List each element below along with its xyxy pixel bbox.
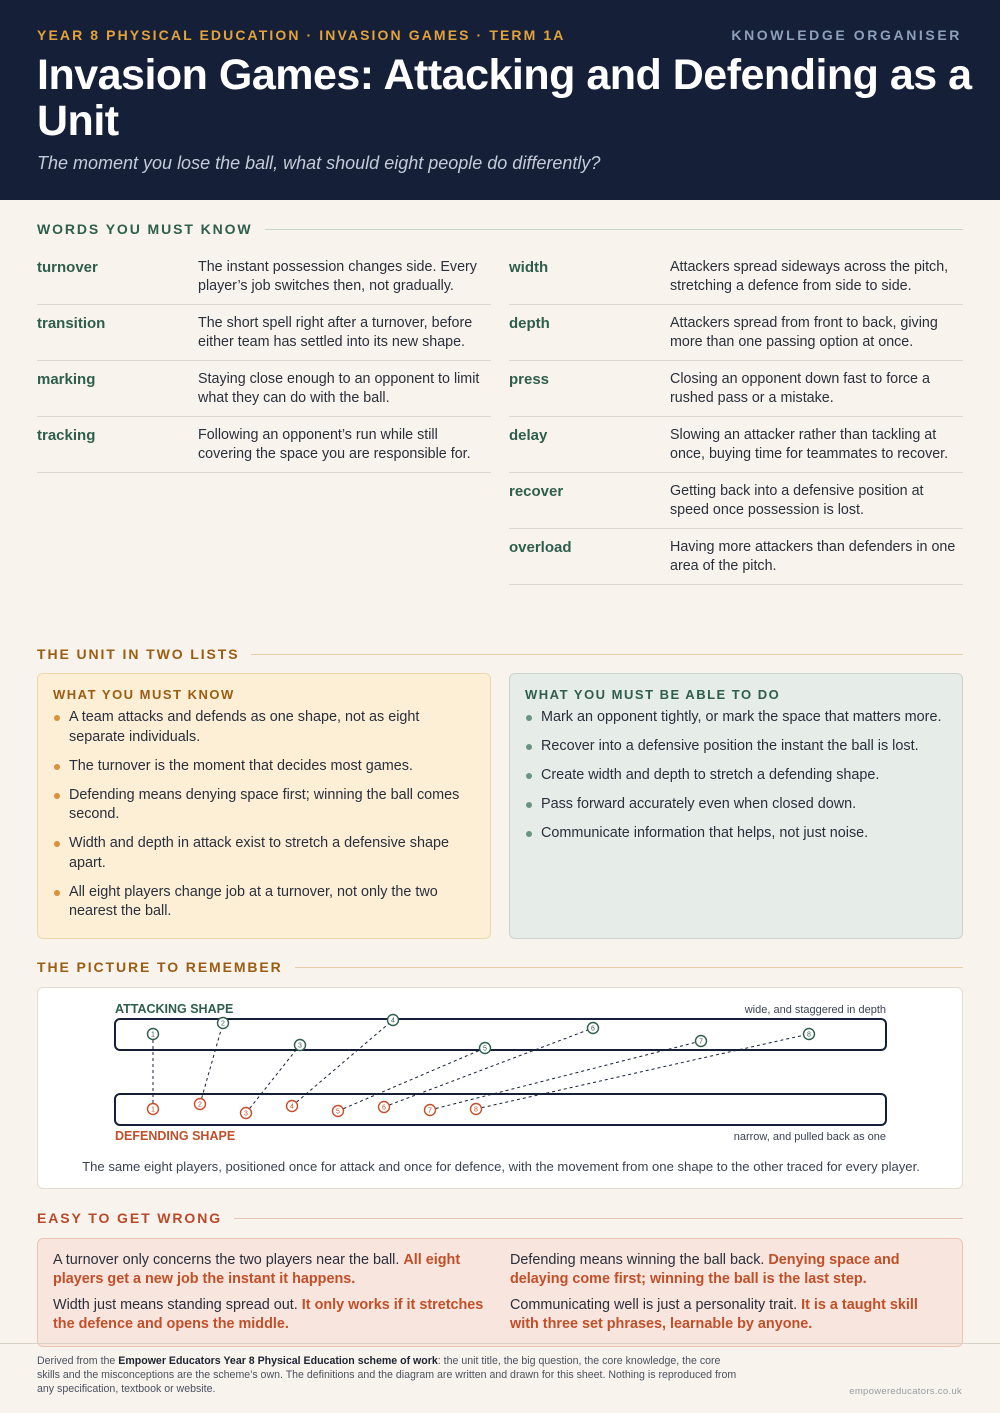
do-box-title: WHAT YOU MUST BE ABLE TO DO	[525, 687, 781, 702]
attacker-marker	[696, 1036, 707, 1047]
picture-heading-text: THE PICTURE TO REMEMBER	[37, 959, 283, 975]
diagram-caption: The same eight players, positioned once for attack and once for defence, with the movement from one shape to the other traced for every player.	[82, 1159, 920, 1174]
player-number: 5	[336, 1108, 340, 1116]
attacker-marker	[295, 1040, 306, 1051]
glossary-row	[37, 361, 491, 417]
glossary-definition: The short spell right after a turnover, before either team has settled into its new shape.	[198, 315, 473, 350]
attack-shape-label: ATTACKING SHAPE	[115, 1002, 234, 1016]
document-type: KNOWLEDGE ORGANISER	[731, 27, 962, 43]
attacker-marker	[148, 1029, 159, 1040]
misconception-claim: Defending means winning the ball back.	[510, 1252, 765, 1268]
defend-shape-label: DEFENDING SHAPE	[115, 1129, 236, 1143]
know-list	[53, 708, 475, 922]
list-item: A team attacks and defends as one shape, not as eight separate individuals.	[53, 708, 475, 747]
defend-band	[115, 1094, 886, 1125]
glossary-term: depth	[509, 315, 550, 332]
glossary-definition: The instant possession changes side. Every player’s job switches then, not gradually.	[198, 259, 477, 294]
glossary-row	[509, 417, 963, 473]
shape-diagram-card	[37, 987, 963, 1189]
glossary-definition: Staying close enough to an opponent to limit what they can do with the ball.	[198, 371, 480, 406]
list-item: Defending means denying space first; winning the ball comes second.	[53, 786, 475, 825]
glossary-definition: Slowing an attacker rather than tackling at once, buying time for teammates to recover.	[670, 427, 949, 462]
misconception-item	[53, 1296, 493, 1334]
player-number: 6	[382, 1104, 386, 1112]
source-prefix: Derived from the	[37, 1355, 116, 1367]
glossary-definition: Attackers spread from front to back, giving more than one passing option at once.	[670, 315, 938, 350]
section-rule	[295, 967, 963, 968]
footer-divider	[0, 1343, 1000, 1344]
attacker-marker	[480, 1043, 491, 1054]
player-number: 6	[591, 1025, 595, 1033]
player-number: 8	[474, 1106, 478, 1114]
list-item: Communicate information that helps, not just noise.	[525, 824, 947, 844]
defender-marker	[148, 1104, 159, 1115]
defender-marker	[287, 1101, 298, 1112]
list-item: Width and depth in attack exist to stretch a defensive shape apart.	[53, 834, 475, 873]
glossary-term: transition	[37, 315, 106, 332]
section-rule	[234, 1218, 963, 1219]
glossary-row	[509, 249, 963, 305]
attack-band	[115, 1019, 886, 1050]
glossary-row	[509, 361, 963, 417]
source-detail: : the unit title, the big question, the core knowledge, the core skills and the misconceptions are the scheme’s own. The definitions and the diagram are written and drawn for this sheet. Nothing is reproduced from any specification, textbook or website.	[37, 1355, 737, 1395]
glossary-right-column	[509, 249, 963, 585]
wrong-section-heading	[37, 1208, 963, 1228]
glossary-term: turnover	[37, 259, 98, 276]
source-note	[37, 1354, 737, 1396]
course-kicker: YEAR 8 PHYSICAL EDUCATION · INVASION GAMES · TERM 1A	[37, 27, 566, 43]
defend-shape-note: narrow, and pulled back as one	[733, 1131, 886, 1143]
know-box	[37, 673, 491, 939]
defender-marker	[241, 1108, 252, 1119]
list-item: Pass forward accurately even when closed down.	[525, 795, 947, 815]
player-number: 7	[699, 1038, 703, 1046]
list-item: The turnover is the moment that decides most games.	[53, 757, 475, 777]
glossary-row	[509, 473, 963, 529]
misconceptions-card	[37, 1238, 963, 1347]
attacker-marker	[388, 1015, 399, 1026]
misconception-fix: All eight players get a new job the instant it happens.	[53, 1252, 461, 1287]
defender-marker	[333, 1106, 344, 1117]
lists-section-heading	[37, 644, 963, 664]
list-item: Create width and depth to stretch a defending shape.	[525, 766, 947, 786]
player-number: 8	[807, 1031, 811, 1039]
attack-shape-note: wide, and staggered in depth	[744, 1004, 886, 1016]
do-box	[509, 673, 963, 939]
glossary-left-column	[37, 249, 491, 473]
words-heading-text: WORDS YOU MUST KNOW	[37, 221, 253, 237]
glossary-term: delay	[509, 427, 548, 444]
know-box-title: WHAT YOU MUST KNOW	[53, 687, 235, 702]
glossary-term: tracking	[37, 427, 96, 444]
glossary-row	[37, 417, 491, 473]
misconception-claim: Communicating well is just a personality trait.	[510, 1297, 798, 1313]
header-banner	[0, 0, 1000, 200]
glossary-definition: Closing an opponent down fast to force a rushed pass or a mistake.	[670, 371, 930, 406]
misconception-item	[53, 1251, 493, 1289]
player-number: 5	[483, 1045, 487, 1053]
defender-marker	[195, 1099, 206, 1110]
glossary-term: press	[509, 371, 550, 388]
player-number: 4	[290, 1103, 294, 1111]
player-number: 1	[151, 1031, 155, 1039]
glossary-row	[509, 529, 963, 585]
glossary-definition: Having more attackers than defenders in one area of the pitch.	[670, 539, 956, 574]
attacker-marker	[218, 1018, 229, 1029]
glossary-term: recover	[509, 483, 564, 500]
words-section-heading	[37, 219, 963, 239]
do-list	[525, 708, 947, 844]
list-item: Recover into a defensive position the instant the ball is lost.	[525, 737, 947, 757]
misconception-claim: A turnover only concerns the two players near the ball.	[53, 1252, 400, 1268]
section-rule	[265, 229, 963, 230]
glossary-row	[509, 305, 963, 361]
glossary-row	[37, 305, 491, 361]
source-name: Empower Educators Year 8 Physical Education scheme of work	[118, 1355, 438, 1367]
defender-marker	[471, 1104, 482, 1115]
glossary-term: marking	[37, 371, 96, 388]
player-number: 2	[198, 1101, 202, 1109]
misconception-item	[510, 1251, 950, 1289]
player-number: 1	[151, 1106, 155, 1114]
glossary-row	[37, 249, 491, 305]
glossary-term: overload	[509, 539, 572, 556]
player-number: 2	[221, 1020, 225, 1028]
player-number: 4	[391, 1017, 395, 1025]
glossary-term: width	[509, 259, 549, 276]
defender-marker	[379, 1102, 390, 1113]
wrong-heading-text: EASY TO GET WRONG	[37, 1210, 223, 1226]
list-item: Mark an opponent tightly, or mark the space that matters more.	[525, 708, 947, 728]
player-number: 7	[428, 1107, 432, 1115]
defender-marker	[425, 1105, 436, 1116]
misconception-claim: Width just means standing spread out.	[53, 1297, 298, 1313]
player-number: 3	[244, 1110, 248, 1118]
glossary-definition: Following an opponent’s run while still covering the space you are responsible for.	[198, 427, 471, 462]
misconception-fix: It only works if it stretches the defence and opens the middle.	[53, 1297, 484, 1332]
glossary-definition: Attackers spread sideways across the pitch, stretching a defence from side to side.	[670, 259, 949, 294]
shape-diagram	[38, 988, 964, 1158]
big-question: The moment you lose the ball, what should eight people do differently?	[37, 153, 601, 173]
glossary-definition: Getting back into a defensive position at speed once possession is lost.	[670, 483, 924, 518]
misconception-fix: It is a taught skill with three set phrases, learnable by anyone.	[510, 1297, 918, 1332]
player-number: 3	[298, 1042, 302, 1050]
attacker-marker	[588, 1023, 599, 1034]
picture-section-heading	[37, 957, 963, 977]
website-link[interactable]: empowereducators.co.uk	[849, 1386, 962, 1397]
section-rule	[251, 654, 963, 655]
misconception-fix: Denying space and delaying come first; winning the ball is the last step.	[510, 1252, 900, 1287]
page-title: Invasion Games: Attacking and Defending as a Unit	[37, 51, 972, 145]
misconception-item	[510, 1296, 950, 1334]
attacker-marker	[804, 1029, 815, 1040]
list-item: All eight players change job at a turnover, not only the two nearest the ball.	[53, 883, 475, 922]
lists-heading-text: THE UNIT IN TWO LISTS	[37, 646, 240, 662]
